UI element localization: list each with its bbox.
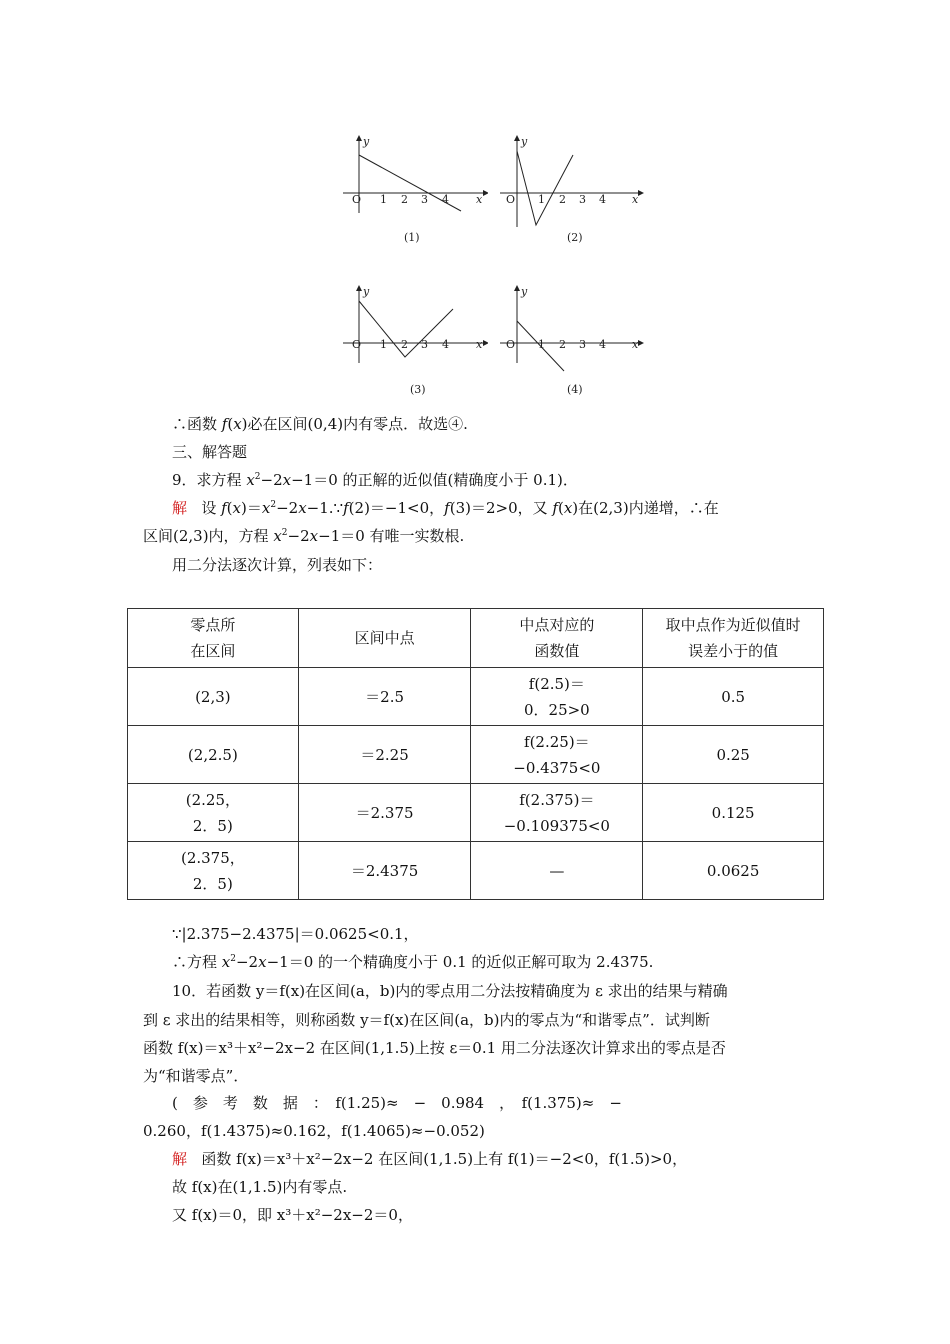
graph-caption: (4)	[567, 383, 583, 396]
cell-text: 0.125	[711, 803, 755, 822]
graph-4-plot	[500, 285, 645, 375]
tick-label: 3	[579, 338, 586, 351]
text-run: −1＝0 的一个精确度小于 0.1 的近似正解可取为 2.4375.	[266, 953, 654, 971]
table-row	[128, 842, 824, 900]
tick-label: 1	[538, 338, 545, 351]
table-intro: 用二分法逐次计算，列表如下：	[172, 556, 383, 574]
tick-label: 1	[380, 193, 387, 206]
table-cell	[128, 668, 299, 726]
cell-text: 0．25>0	[523, 700, 590, 719]
cell-text: 2．5)	[192, 816, 233, 835]
table-header-cell	[471, 609, 643, 668]
table-cell	[471, 784, 643, 842]
cell-text: 零点所	[190, 616, 236, 634]
table-row	[128, 726, 824, 784]
origin-label: O	[352, 338, 362, 351]
solution-label: 解	[172, 499, 188, 517]
graph-caption: (1)	[404, 231, 420, 244]
tick-label: 2	[401, 338, 408, 351]
cell-text: (2,3)	[195, 687, 231, 706]
tick-label: 3	[421, 338, 428, 351]
table-cell	[643, 784, 824, 842]
cell-text: (2,2.5)	[187, 745, 238, 764]
conclusion-line: ∴函数 f(x)必在区间(0,4)内有零点．故选④.	[172, 415, 468, 433]
text-run: −1.∵	[306, 499, 344, 517]
text-run: 区间(2,3)内，方程	[143, 527, 274, 545]
table-header-cell	[643, 609, 824, 668]
table-cell	[128, 726, 299, 784]
graph-4	[500, 285, 645, 375]
text-run: −1＝0 的正解的近似值(精确度小于 0.1)．	[291, 471, 578, 489]
table-cell	[298, 668, 471, 726]
reference-data-line-2: 0.260，f(1.4375)≈0.162，f(1.4065)≈−0.052)	[143, 1122, 485, 1140]
tick-label: 1	[538, 193, 545, 206]
question-10-line-4: 为“和谐零点”．	[143, 1067, 249, 1085]
table-cell	[128, 784, 299, 842]
text-run: 设	[201, 499, 222, 517]
table-cell	[128, 842, 299, 900]
tick-label: 3	[421, 193, 428, 206]
exponent: 2	[281, 528, 288, 538]
table-header-row	[128, 609, 824, 668]
exponent: 2	[270, 500, 277, 510]
cell-text: —	[549, 861, 565, 880]
question-10-line-1: 10．若函数 y＝f(x)在区间(a，b)内的零点用二分法按精确度为 ε 求出的结果与精确	[172, 982, 728, 1000]
reference-data-line-1: ( 参 考 数 据 ： f(1.25)≈ − 0.984 ， f(1.375)≈ −	[172, 1094, 622, 1112]
cell-text: 0.0625	[706, 861, 760, 880]
cell-text: (2.25，	[185, 790, 240, 809]
text-run: f	[552, 499, 558, 517]
graph-caption: (2)	[567, 231, 583, 244]
text-run: x	[563, 499, 573, 517]
cell-text: −0.109375<0	[503, 816, 610, 835]
text-run: x	[261, 499, 271, 517]
table-cell	[643, 668, 824, 726]
cell-text: f(2.5)＝	[528, 674, 585, 693]
bisection-table	[127, 608, 824, 900]
tick-label: 4	[442, 193, 449, 206]
solution-10-line-2: 故 f(x)在(1,1.5)内有零点.	[172, 1178, 348, 1196]
solution-9-line-2	[143, 526, 464, 546]
cell-text: ＝2.25	[360, 745, 409, 764]
x-axis-label: x	[476, 338, 483, 351]
question-10-line-3: 函数 f(x)＝x³＋x²−2x−2 在区间(1,1.5)上按 ε＝0.1 用二分法逐次计算求出的零点是否	[143, 1039, 726, 1057]
cell-text: ＝2.5	[365, 687, 405, 706]
y-axis-label: y	[521, 285, 528, 298]
text-run: (2)＝−1<0，	[348, 499, 445, 517]
text-run: f	[343, 499, 349, 517]
text-run: ＝	[246, 499, 262, 517]
x-axis-label: x	[476, 193, 483, 206]
solution-10-line-3: 又 f(x)＝0，即 x³＋x²−2x−2＝0，	[172, 1206, 413, 1224]
cell-text: ＝2.4375	[350, 861, 419, 880]
text-run: f	[444, 499, 450, 517]
tick-label: 1	[380, 338, 387, 351]
text-run: x	[282, 471, 292, 489]
text-run: x	[258, 953, 267, 971]
cell-text: (2.375，	[180, 848, 245, 867]
solution-9-line-1: 解 设 $f(x)=x^2-2x-1.\because f(2)=-1<0$，f(3)＝2>0，又 f(x)在(2,3)内递增，∴在	[172, 499, 719, 517]
tick-label: 3	[579, 193, 586, 206]
table-header-cell	[298, 609, 471, 668]
text-run: −1＝0 有唯一实数根.	[318, 527, 465, 545]
text-run: x	[246, 471, 255, 489]
text-run: x	[233, 415, 242, 433]
cell-text: 中点对应的	[519, 616, 595, 634]
tick-label: 4	[599, 193, 606, 206]
text-run: f	[221, 415, 228, 433]
cell-text: 函数值	[534, 642, 580, 660]
text-run: 9．求方程	[172, 471, 247, 489]
cell-text: 区间中点	[354, 629, 415, 647]
exponent: 2	[230, 954, 236, 964]
y-axis-label: y	[363, 135, 370, 148]
text-run: −2	[287, 527, 310, 545]
table-cell	[298, 726, 471, 784]
cell-text: 2．5)	[192, 874, 233, 893]
tick-label: 4	[442, 338, 449, 351]
text-run: (3)＝2>0，又	[449, 499, 553, 517]
text-run: x	[232, 499, 241, 517]
exponent: 2	[254, 472, 261, 482]
table-row	[128, 668, 824, 726]
cell-text: ＝2.375	[355, 803, 414, 822]
text-run: x	[221, 953, 231, 971]
y-axis-label: y	[363, 285, 370, 298]
text-run: x	[273, 527, 282, 545]
text-run: −2	[260, 471, 283, 489]
cell-text: 取中点作为近似值时	[665, 616, 801, 634]
text-run: 在(2,3)内递增，∴在	[578, 499, 719, 517]
origin-label: O	[506, 193, 516, 206]
table-cell	[471, 726, 643, 784]
table-cell	[643, 726, 824, 784]
question-9	[172, 470, 578, 490]
section-heading: 三、解答题	[172, 443, 248, 461]
cell-text: f(2.375)＝	[519, 790, 595, 809]
tick-label: 2	[559, 338, 566, 351]
table-cell	[298, 784, 471, 842]
solution-10-line-1	[172, 1149, 687, 1169]
text-run: −2	[276, 499, 299, 517]
graph-2	[500, 135, 645, 230]
cell-text: f(2.25)＝	[524, 732, 590, 751]
origin-label: O	[506, 338, 516, 351]
error-check-line: ∵|2.375−2.4375|＝0.0625<0.1，	[172, 925, 419, 943]
tick-label: 2	[401, 193, 408, 206]
cell-text: 误差小于的值	[688, 642, 779, 660]
text-run: x	[298, 499, 307, 517]
table-header-cell	[128, 609, 299, 668]
text-run: ∴函数	[172, 415, 222, 433]
cell-text: −0.4375<0	[513, 758, 601, 777]
table-cell	[471, 668, 643, 726]
x-axis-label: x	[632, 193, 639, 206]
origin-label: O	[352, 193, 362, 206]
question-10-line-2: 到 ε 求出的结果相等，则称函数 y＝f(x)在区间(a，b)内的零点为“和谐零点”．试判断	[143, 1011, 710, 1029]
cell-text: 在区间	[190, 642, 236, 660]
table-cell	[298, 842, 471, 900]
table-row	[128, 784, 824, 842]
cell-text: 0.25	[716, 745, 750, 764]
solution-label: 解	[172, 1150, 188, 1168]
text-run: f	[221, 499, 227, 517]
graph-caption: (3)	[410, 383, 426, 396]
text-run: x	[309, 527, 319, 545]
x-axis-label: x	[632, 338, 639, 351]
text-run: −2	[235, 953, 259, 971]
table-cell	[643, 842, 824, 900]
graph-2-plot	[500, 135, 645, 230]
text-run: ∴方程	[172, 953, 222, 971]
y-axis-label: y	[521, 135, 528, 148]
text-run: 函数 f(x)＝x³＋x²−2x−2 在区间(1,1.5)上有 f(1)＝−2<0，f(1.5)>0，	[201, 1150, 688, 1168]
final-answer-9	[172, 952, 653, 972]
table-cell	[471, 842, 643, 900]
tick-label: 4	[599, 338, 606, 351]
tick-label: 2	[559, 193, 566, 206]
cell-text: 0.5	[721, 687, 746, 706]
text-run: 必在区间(0,4)内有零点．故选④.	[247, 415, 468, 433]
